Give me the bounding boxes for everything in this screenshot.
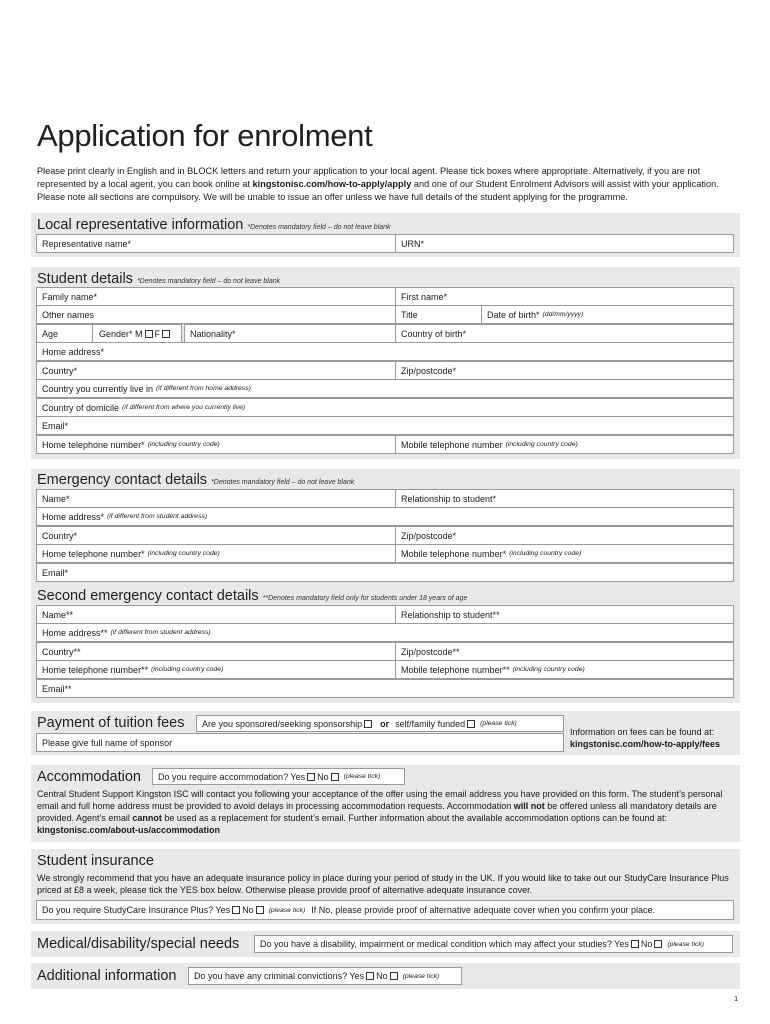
student-details-section xyxy=(31,267,740,459)
gender-field: Gender* M F xyxy=(92,324,182,343)
insurance-yes-checkbox[interactable] xyxy=(232,906,240,914)
title-field[interactable]: Title xyxy=(395,305,482,324)
criminal-question: Do you have any criminal convictions? Yes No (please tick) xyxy=(188,967,462,985)
sponsored-checkbox[interactable] xyxy=(364,720,372,728)
medical-section xyxy=(31,931,740,957)
home-telephone-field[interactable]: Home telephone number* (including country code) xyxy=(36,435,396,454)
country-live-field[interactable]: Country you currently live in (if different from home address) xyxy=(36,379,734,398)
accommodation-section xyxy=(31,765,740,842)
accommodation-no-checkbox[interactable] xyxy=(331,773,339,781)
country-field[interactable]: Country* xyxy=(36,361,396,380)
local-rep-heading: Local representative information *Denotes mandatory field – do not leave blank xyxy=(37,217,391,233)
medical-heading: Medical/disability/special needs xyxy=(37,936,240,952)
insurance-section xyxy=(31,849,740,924)
emergency-zip-field[interactable]: Zip/postcode* xyxy=(395,526,734,545)
intro-text: Please print clearly in English and in BLOCK letters and return your application to your local agent. Please tick boxes where appropriate. Alternatively, if you are not represented by a local agent, you can book online at kingstonisc.com/how-to-apply/apply and one of our Student Enrolment Advisors will assist with your application. Please note all sections are compulsory. We will be unable to issue an offer unless we have full details of the student applying for the programme. xyxy=(37,166,719,202)
home-address-field[interactable]: Home address* xyxy=(36,342,734,361)
student-details-heading: Student details *Denotes mandatory field – do not leave blank xyxy=(37,271,281,287)
payment-section xyxy=(31,711,740,755)
gender-m-checkbox[interactable] xyxy=(145,330,153,338)
second-home-tel-field[interactable]: Home telephone number** (including country code) xyxy=(36,660,396,679)
mobile-telephone-field[interactable]: Mobile telephone number (including country code) xyxy=(395,435,734,454)
insurance-text: We strongly recommend that you have an adequate insurance policy in place during your period of study in the UK. If you would like to take out our StudyCare Insurance Plus priced at £8 a week, please tick the YES box below. Otherwise please provide proof of alternative adequate insurance cover. xyxy=(37,873,729,895)
emergency-heading: Emergency contact details *Denotes mandatory field – do not leave blank xyxy=(37,472,355,488)
emergency-mobile-field[interactable]: Mobile telephone number* (including country code) xyxy=(395,544,734,563)
second-emergency-heading: Second emergency contact details **Denotes mandatory field only for students under 18 years of age xyxy=(37,588,468,604)
accommodation-link[interactable]: kingstonisc.com/about-us/accommodation xyxy=(37,825,221,835)
apply-link[interactable]: kingstonisc.com/how-to-apply/apply xyxy=(252,179,412,189)
page-number: 1 xyxy=(734,996,738,1003)
emergency-section xyxy=(31,469,740,703)
emergency-email-field[interactable]: Email* xyxy=(36,563,734,582)
sponsor-name-field[interactable]: Please give full name of sponsor xyxy=(36,733,564,752)
accommodation-text: Central Student Support Kingston ISC will contact you following your acceptance of the offer using the email address you have provided on this form. The student’s personal email and full home address must be provided to avoid delays in processing accommodation requests. Accommodation will not be offered unless all mandatory details are provided. Agent’s email cannot be used as a replacement for student’s email. Further information about the available accommodation options can be found at: kingstonisc.com/about-us/accommodation xyxy=(37,789,723,835)
second-zip-field[interactable]: Zip/postcode** xyxy=(395,642,734,661)
domicile-field[interactable]: Country of domicile (if different from where you currently live) xyxy=(36,398,734,417)
representative-name-field[interactable]: Representative name* xyxy=(36,234,396,253)
fees-link[interactable]: kingstonisc.com/how-to-apply/fees xyxy=(570,739,721,749)
second-relationship-field[interactable]: Relationship to student** xyxy=(395,605,734,624)
gender-f-checkbox[interactable] xyxy=(162,330,170,338)
accommodation-yes-checkbox[interactable] xyxy=(307,773,315,781)
criminal-no-checkbox[interactable] xyxy=(390,972,398,980)
medical-question: Do you have a disability, impairment or medical condition which may affect your studies? Yes No (please tick) xyxy=(254,935,733,953)
criminal-yes-checkbox[interactable] xyxy=(366,972,374,980)
additional-heading: Additional information xyxy=(37,968,177,984)
accommodation-heading: Accommodation xyxy=(37,769,141,785)
nationality-field[interactable]: Nationality* xyxy=(184,324,396,343)
emergency-relationship-field[interactable]: Relationship to student* xyxy=(395,489,734,508)
medical-no-checkbox[interactable] xyxy=(654,940,662,948)
zip-field[interactable]: Zip/postcode* xyxy=(395,361,734,380)
country-of-birth-field[interactable]: Country of birth* xyxy=(395,324,734,343)
insurance-no-checkbox[interactable] xyxy=(256,906,264,914)
additional-section xyxy=(31,963,740,989)
self-funded-checkbox[interactable] xyxy=(467,720,475,728)
emergency-name-field[interactable]: Name* xyxy=(36,489,396,508)
other-names-field[interactable]: Other names xyxy=(36,305,396,324)
fees-info: Information on fees can be found at: kingstonisc.com/how-to-apply/fees xyxy=(570,727,721,749)
second-email-field[interactable]: Email** xyxy=(36,679,734,698)
insurance-question: Do you require StudyCare Insurance Plus? Yes No (please tick) If No, please provide proof of alternative adequate cover when you confirm your place. xyxy=(36,900,734,920)
second-name-field[interactable]: Name** xyxy=(36,605,396,624)
family-name-field[interactable]: Family name* xyxy=(36,287,396,306)
accommodation-question: Do you require accommodation? Yes No (please tick) xyxy=(152,768,405,785)
local-rep-section xyxy=(31,213,740,257)
second-address-field[interactable]: Home address** (if different from student address) xyxy=(36,623,734,642)
dob-field[interactable]: Date of birth* (dd/mm/yyyy) xyxy=(481,305,734,324)
emergency-address-field[interactable]: Home address* (if different from student address) xyxy=(36,507,734,526)
second-mobile-field[interactable]: Mobile telephone number** (including country code) xyxy=(395,660,734,679)
page-title: Application for enrolment xyxy=(37,118,373,153)
payment-heading: Payment of tuition fees xyxy=(37,715,185,731)
medical-yes-checkbox[interactable] xyxy=(631,940,639,948)
first-name-field[interactable]: First name* xyxy=(395,287,734,306)
sponsorship-question: Are you sponsored/seeking sponsorship or self/family funded (please tick) xyxy=(196,715,564,732)
second-country-field[interactable]: Country** xyxy=(36,642,396,661)
urn-field[interactable]: URN* xyxy=(395,234,734,253)
emergency-country-field[interactable]: Country* xyxy=(36,526,396,545)
age-field[interactable]: Age xyxy=(36,324,93,343)
insurance-heading: Student insurance xyxy=(37,853,154,869)
email-field[interactable]: Email* xyxy=(36,416,734,435)
emergency-home-tel-field[interactable]: Home telephone number* (including country code) xyxy=(36,544,396,563)
